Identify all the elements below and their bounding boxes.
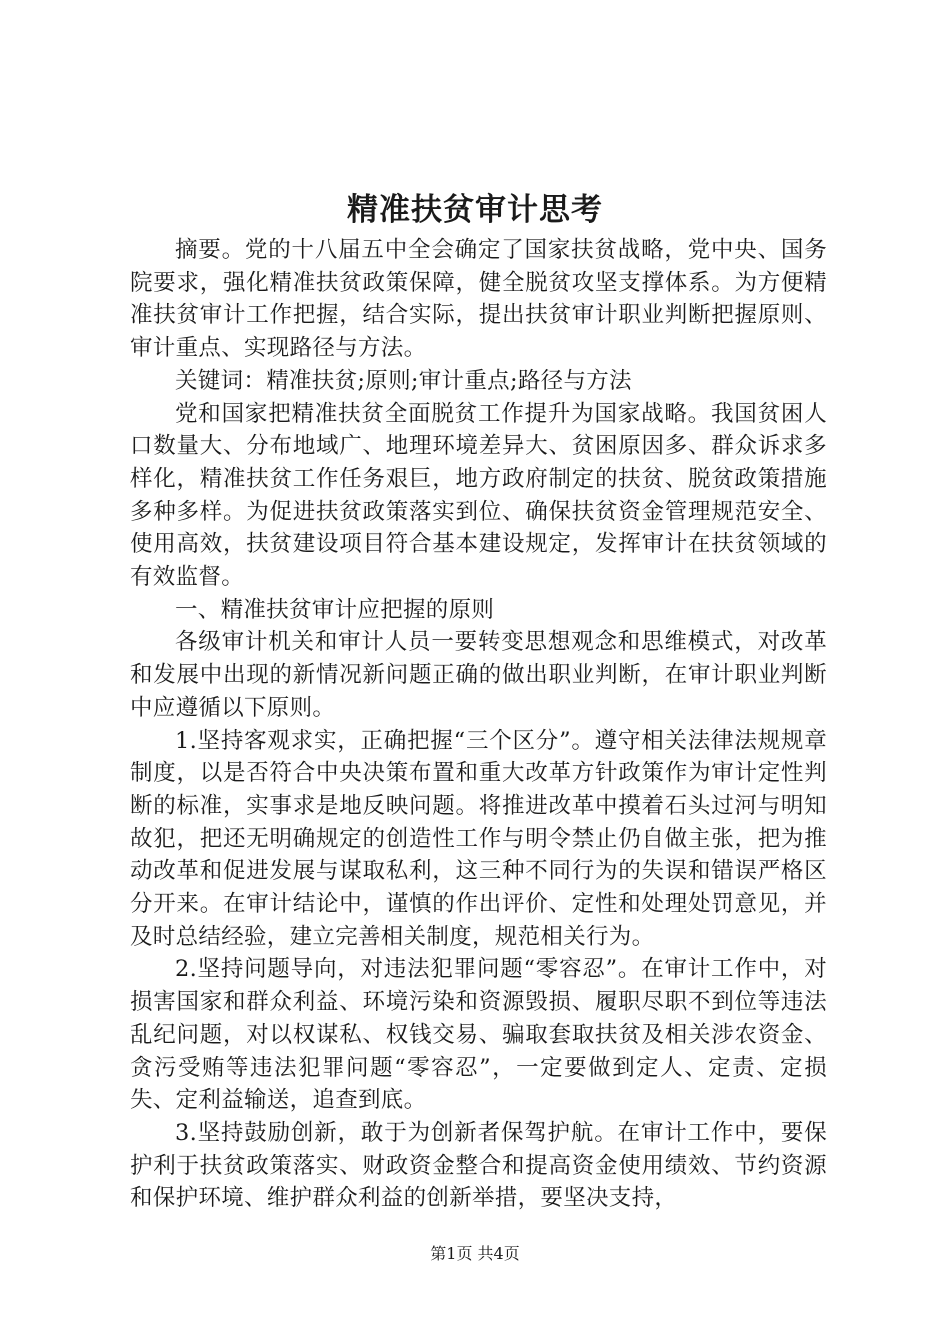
principle-paragraph-1: 1.坚持客观求实，正确把握“三个区分”。遵守相关法律法规规章制度，以是否符合中央决策布置和重大改革方针政策作为审计定性判断的标准，实事求是地反映问题。将推进改革中摸着石头过河与明知故犯，把还无明确规定的创造性工作与明令禁止仍自做主张，把为推动改革和促进发展与谋取私利，这三种不同行为的失误和错误严格区分开来。在审计结论中，谨慎的作出评价、定性和处理处罚意见，并及时总结经验，建立完善相关制度，规范相关行为。 — [130, 727, 827, 950]
body-paragraph: 各级审计机关和审计人员一要转变思想观念和思维模式，对改革和发展中出现的新情况新问题正确的做出职业判断，在审计职业判断中应遵循以下原则。 — [130, 629, 827, 721]
section-heading: 一、精准扶贫审计应把握的原则 — [175, 596, 495, 623]
abstract-paragraph: 摘要。党的十八届五中全会确定了国家扶贫战略，党中央、国务院要求，强化精准扶贫政策保障，健全脱贫攻坚支撑体系。为方便精准扶贫审计工作把握，结合实际，提出扶贫审计职业判断把握原则、审计重点、实现路径与方法。 — [130, 237, 827, 362]
page-footer: 第1页 共4页 — [430, 1244, 520, 1263]
document-body — [130, 234, 827, 1215]
principle-paragraph-2: 2.坚持问题导向，对违法犯罪问题“零容忍”。在审计工作中，对损害国家和群众利益、环境污染和资源毁损、履职尽职不到位等违法乱纪问题，对以权谋私、权钱交易、骗取套取扶贫及相关涉农资金、贪污受贿等违法犯罪问题“零容忍”，一定要做到定人、定责、定损失、定利益输送，追查到底。 — [130, 956, 827, 1114]
document-title: 精准扶贫审计思考 — [347, 192, 603, 228]
intro-paragraph: 党和国家把精准扶贫全面脱贫工作提升为国家战略。我国贫困人口数量大、分布地域广、地理环境差异大、贫困原因多、群众诉求多样化，精准扶贫工作任务艰巨，地方政府制定的扶贫、脱贫政策措施多种多样。为促进扶贫政策落实到位、确保扶贫资金管理规范安全、使用高效，扶贫建设项目符合基本建设规定，发挥审计在扶贫领域的有效监督。 — [130, 400, 827, 591]
keywords-paragraph: 关键词：精准扶贫;原则;审计重点;路径与方法 — [175, 367, 632, 394]
principle-paragraph-3: 3.坚持鼓励创新，敢于为创新者保驾护航。在审计工作中，要保护利于扶贫政策落实、财政资金整合和提高资金使用绩效、节约资源和保护环境、维护群众利益的创新举措，要坚决支持， — [130, 1119, 827, 1212]
